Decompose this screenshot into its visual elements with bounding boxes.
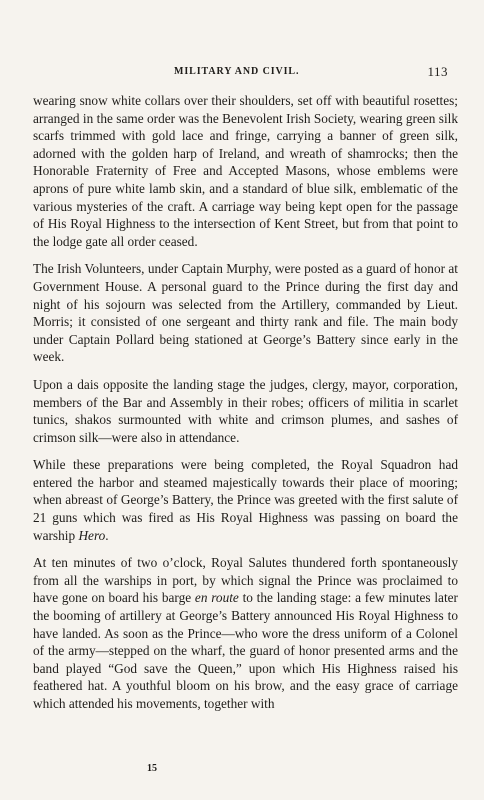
running-title: MILITARY AND CIVIL. <box>174 66 300 77</box>
ship-name-italic: Hero <box>78 527 106 543</box>
page-header <box>0 66 484 82</box>
paragraph-5-end: to the landing stage: a few minutes later the booming of artillery at George’s Battery announced His Royal Highness to have landed. As soon as the Prince—who wore the dress uniform of a Colonel of the army—stepped on the wharf, the guard of honor presented arms and the band played “God save the Queen,” upon which His Highness raised his feathered hat. A youthful bloom on his brow, and the easy grace of carriage which attended his movements, together with <box>33 590 458 711</box>
paragraph-4-end: . <box>105 527 109 543</box>
paragraph-4-text: While these preparations were being completed, the Royal Squadron had entered the harbor and steamed majestically towards their place of mooring; when abreast of George’s Battery, the Prince was greeted with the first salute of 21 guns which was fired as His Royal Highness was passing on board the warship <box>33 457 458 543</box>
paragraph-5-text: At ten minutes of two o’clock, Royal Salutes thundered forth spontaneously from all the warships in port, by which signal the Prince was proclaimed to have gone on board his barge <box>33 555 458 606</box>
paragraph-3: Upon a dais opposite the landing stage the judges, clergy, mayor, corporation, members of the Bar and Assembly in their robes; officers of militia in scarlet tunics, shakos surmounted with white and crimson plumes, and sashes of crimson silk—were also in attendance. <box>33 376 458 445</box>
paragraph-1: wearing snow white collars over their shoulders, set off with beautiful rosettes; arranged in the same order was the Benevolent Irish Society, wearing green silk scarfs trimmed with gold lace and fringe, carrying a banner of green silk, adorned with the golden harp of Ireland, and wreath of shamrocks; then the Honorable Fraternity of Free and Accepted Masons, whose emblems were aprons of pure white lamb skin, and a standard of blue silk, emblematic of the various mysteries of the craft. A carriage way being kept open for the passage of His Royal Highness to the intersection of Kent Street, but from that point to the lodge gate all order ceased. <box>33 93 458 249</box>
body-text <box>33 92 458 713</box>
en-route-italic: en route <box>194 590 239 606</box>
paragraph-5 <box>33 554 458 712</box>
signature-mark: 15 <box>147 763 157 774</box>
paragraph-4 <box>33 456 458 544</box>
page-number: 113 <box>427 64 448 79</box>
paragraph-2: The Irish Volunteers, under Captain Murphy, were posted as a guard of honor at Government House. A personal guard to the Prince during the first day and night of his sojourn was selected from the Artillery, commanded by Lieut. Morris; it consisted of one sergeant and thirty rank and file. The main body under Captain Pollard being stationed at George’s Battery since early in the week. <box>33 261 458 365</box>
